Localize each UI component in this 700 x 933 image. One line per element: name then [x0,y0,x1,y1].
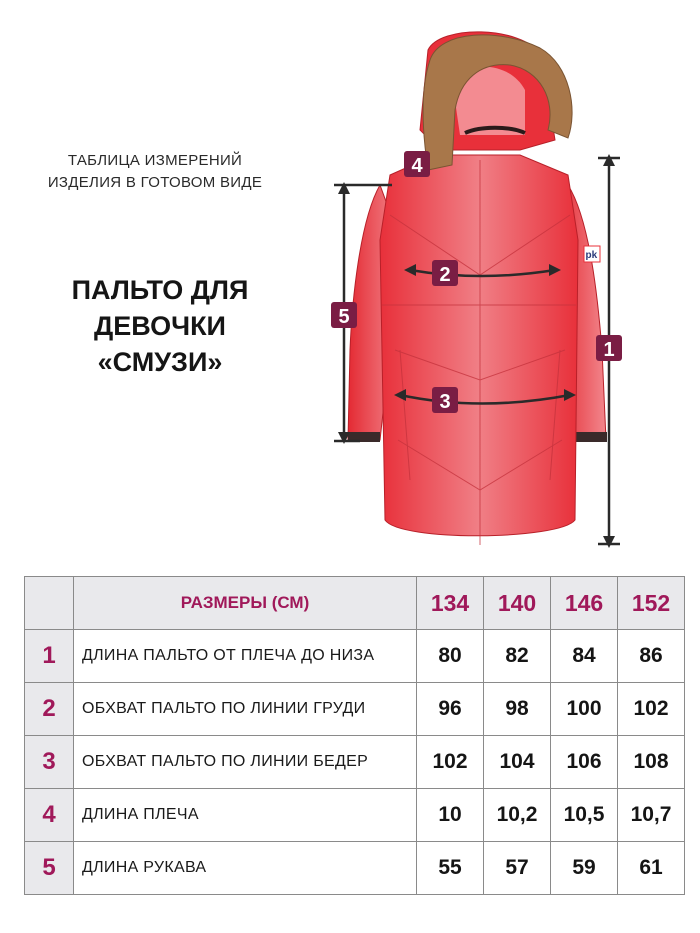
row-value: 10 [417,789,484,842]
table-header-row [25,577,685,630]
badge-4 [404,151,430,177]
row-value: 100 [551,683,618,736]
title-line-1: ПАЛЬТО ДЛЯ [71,275,249,305]
size-header-146: 146 [551,577,618,630]
right-cuff [575,432,607,442]
svg-text:1: 1 [603,339,615,361]
title-line-3: «СМУЗИ» [97,347,223,377]
row-number: 3 [25,736,74,789]
coat-illustration [320,20,630,555]
svg-text:2: 2 [439,264,451,286]
table-row [25,842,685,895]
size-header-152: 152 [618,577,685,630]
row-number: 4 [25,789,74,842]
row-value: 106 [551,736,618,789]
svg-text:3: 3 [439,391,451,413]
row-value: 80 [417,630,484,683]
row-label: ДЛИНА ПАЛЬТО ОТ ПЛЕЧА ДО НИЗА [74,630,417,683]
row-label: ОБХВАТ ПАЛЬТО ПО ЛИНИИ БЕДЕР [74,736,417,789]
subtitle-line-2: ИЗДЕЛИЯ В ГОТОВОМ ВИДЕ [47,174,263,191]
row-value: 108 [618,736,685,789]
row-value: 10,5 [551,789,618,842]
row-label: ДЛИНА РУКАВА [74,842,417,895]
table-row [25,736,685,789]
product-title [40,272,280,380]
row-value: 82 [484,630,551,683]
row-value: 59 [551,842,618,895]
size-chart-table [24,576,685,895]
table-row [25,683,685,736]
badge-2 [432,260,458,286]
measurement-table-subtitle [20,150,290,194]
svg-text:5: 5 [338,306,350,328]
row-value: 55 [417,842,484,895]
size-header-134: 134 [417,577,484,630]
badge-5 [331,302,357,328]
row-label: ДЛИНА ПЛЕЧА [74,789,417,842]
row-number: 1 [25,630,74,683]
row-number: 5 [25,842,74,895]
subtitle-line-1: ТАБЛИЦА ИЗМЕРЕНИЙ [67,152,243,169]
size-header-140: 140 [484,577,551,630]
row-label: ОБХВАТ ПАЛЬТО ПО ЛИНИИ ГРУДИ [74,683,417,736]
row-value: 10,2 [484,789,551,842]
sizes-header-label: РАЗМЕРЫ (СМ) [74,577,417,630]
header-corner-cell [25,577,74,630]
row-value: 96 [417,683,484,736]
brand-logo-text: pk [585,250,598,261]
svg-text:4: 4 [411,155,423,177]
row-value: 102 [417,736,484,789]
row-value: 84 [551,630,618,683]
row-value: 86 [618,630,685,683]
table-row [25,789,685,842]
row-value: 61 [618,842,685,895]
row-value: 57 [484,842,551,895]
title-line-2: ДЕВОЧКИ [94,311,226,341]
row-value: 10,7 [618,789,685,842]
row-number: 2 [25,683,74,736]
row-value: 98 [484,683,551,736]
row-value: 102 [618,683,685,736]
badge-3 [432,387,458,413]
badge-1 [596,335,622,361]
table-row [25,630,685,683]
row-value: 104 [484,736,551,789]
